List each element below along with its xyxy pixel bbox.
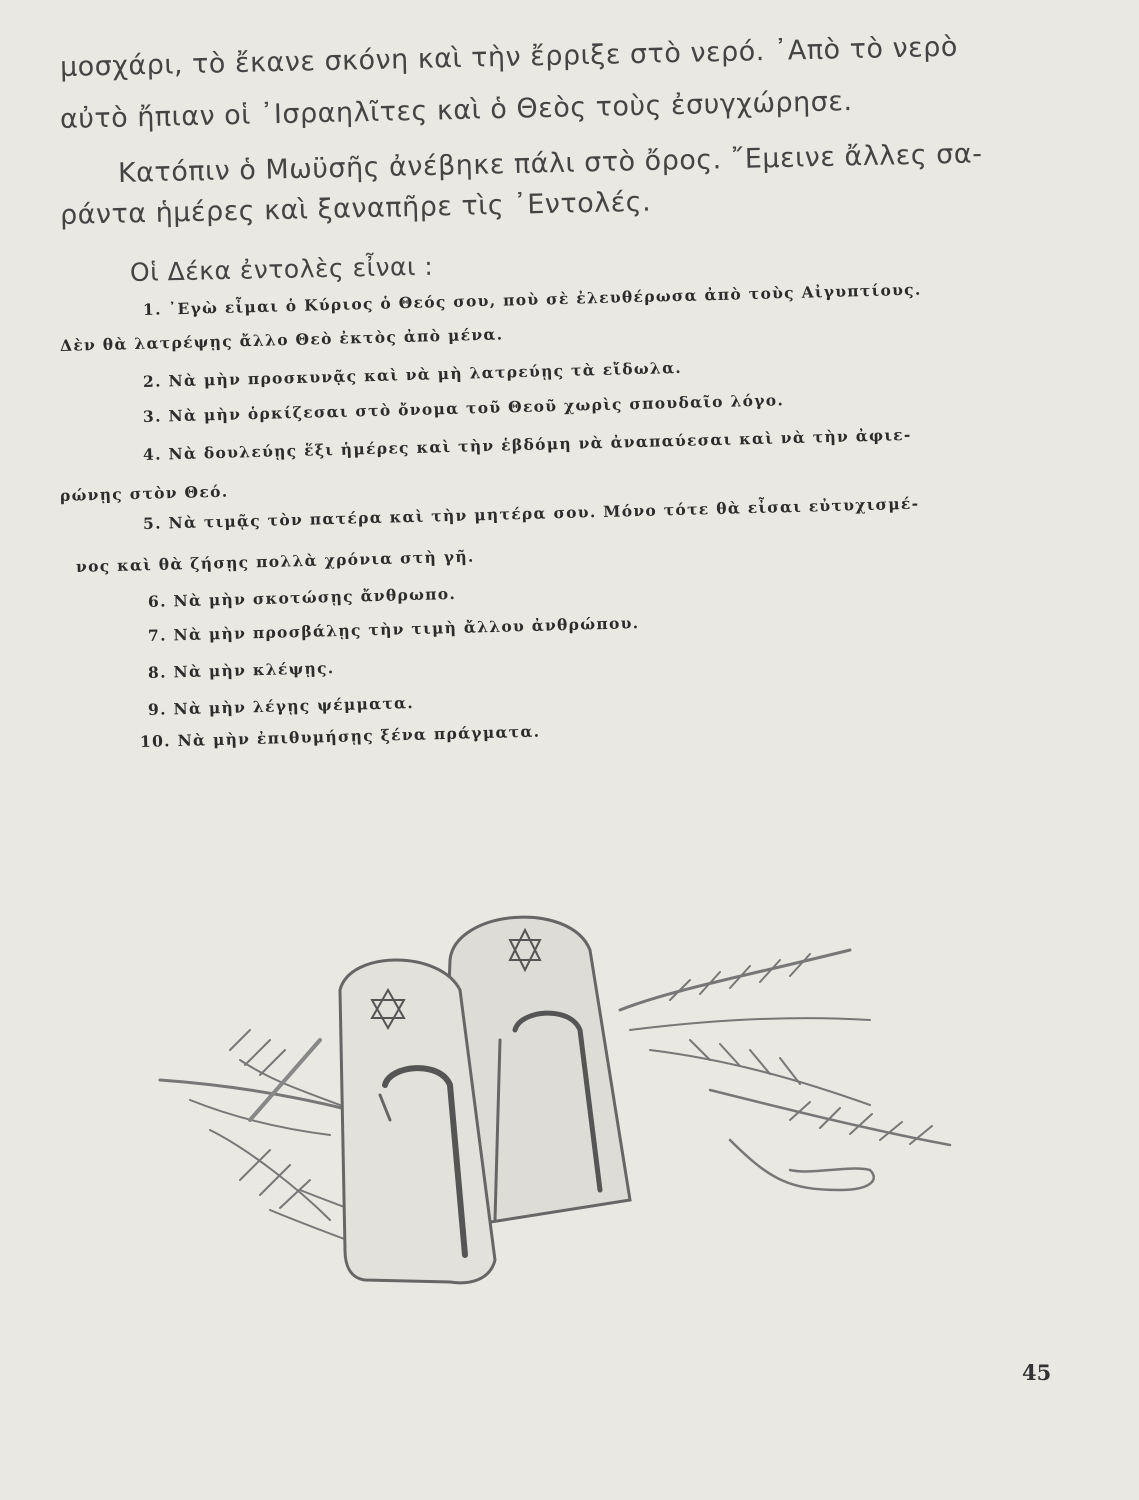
- intro-line-4: ράντα ἡμέρες καὶ ξαναπῆρε τὶς ᾿Εντολές.: [59, 186, 652, 231]
- intro-line-2: αὐτὸ ἤπιαν οἱ ᾿Ισραηλῖτες καὶ ὁ Θεὸς τοὺς ἐσυγχώρησε.: [59, 86, 853, 135]
- commandment-6: 6. Νὰ μὴν σκοτώσῃς ἄνθρωπο.: [147, 583, 457, 611]
- commandment-2: 2. Νὰ μὴν προσκυνᾷς καὶ νὰ μὴ λατρεύῃς τὰ εἴδωλα.: [142, 357, 683, 391]
- commandment-4-line-1: 4. Νὰ δουλεύῃς ἕξι ἡμέρες καὶ τὴν ἑβδόμη νὰ ἀναπαύεσαι καὶ νὰ τὴν ἀφιε-: [142, 424, 912, 464]
- commandment-1-line-2: Δὲν θὰ λατρέψῃς ἄλλο Θεὸ ἐκτὸς ἀπὸ μένα.: [59, 324, 504, 355]
- commandment-9: 9. Νὰ μὴν λέγῃς ψέμματα.: [147, 693, 415, 719]
- commandment-8: 8. Νὰ μὴν κλέψῃς.: [147, 658, 335, 682]
- page-number: 45: [1022, 1360, 1052, 1385]
- stone-tablets-illustration: [150, 890, 980, 1290]
- commandment-5-line-2: νος καὶ θὰ ζήσῃς πολλὰ χρόνια στὴ γῆ.: [75, 546, 475, 576]
- commandments-heading: Οἱ Δέκα ἐντολὲς εἶναι :: [129, 251, 434, 287]
- commandment-5-line-1: 5. Νὰ τιμᾷς τὸν πατέρα καὶ τὴν μητέρα σου. Μόνο τότε θὰ εἶσαι εὐτυχισμέ-: [142, 493, 920, 533]
- intro-line-3: Κατόπιν ὁ Μωϋσῆς ἀνέβηκε πάλι στὸ ὄρος. ῎Εμεινε ἄλλες σα-: [117, 138, 983, 189]
- commandment-10: 10. Νὰ μὴν ἐπιθυμήσῃς ξένα πράγματα.: [139, 721, 541, 751]
- commandment-4-line-2: ρώνῃς στὸν Θεό.: [59, 481, 229, 505]
- commandment-3: 3. Νὰ μὴν ὁρκίζεσαι στὸ ὄνομα τοῦ Θεοῦ χωρὶς σπουδαῖο λόγο.: [142, 390, 785, 426]
- commandment-1-line-1: 1. ᾿Εγὼ εἶμαι ὁ Κύριος ὁ Θεός σου, ποὺ σὲ ἐλευθέρωσα ἀπὸ τοὺς Αἰγυπτίους.: [142, 279, 922, 319]
- intro-line-1: μοσχάρι, τὸ ἔκανε σκόνη καὶ τὴν ἔρριξε στὸ νερό. ᾿Απὸ τὸ νερὸ: [59, 31, 959, 83]
- commandment-7: 7. Νὰ μὴν προσβάλῃς τὴν τιμὴ ἄλλου ἀνθρώπου.: [147, 613, 640, 645]
